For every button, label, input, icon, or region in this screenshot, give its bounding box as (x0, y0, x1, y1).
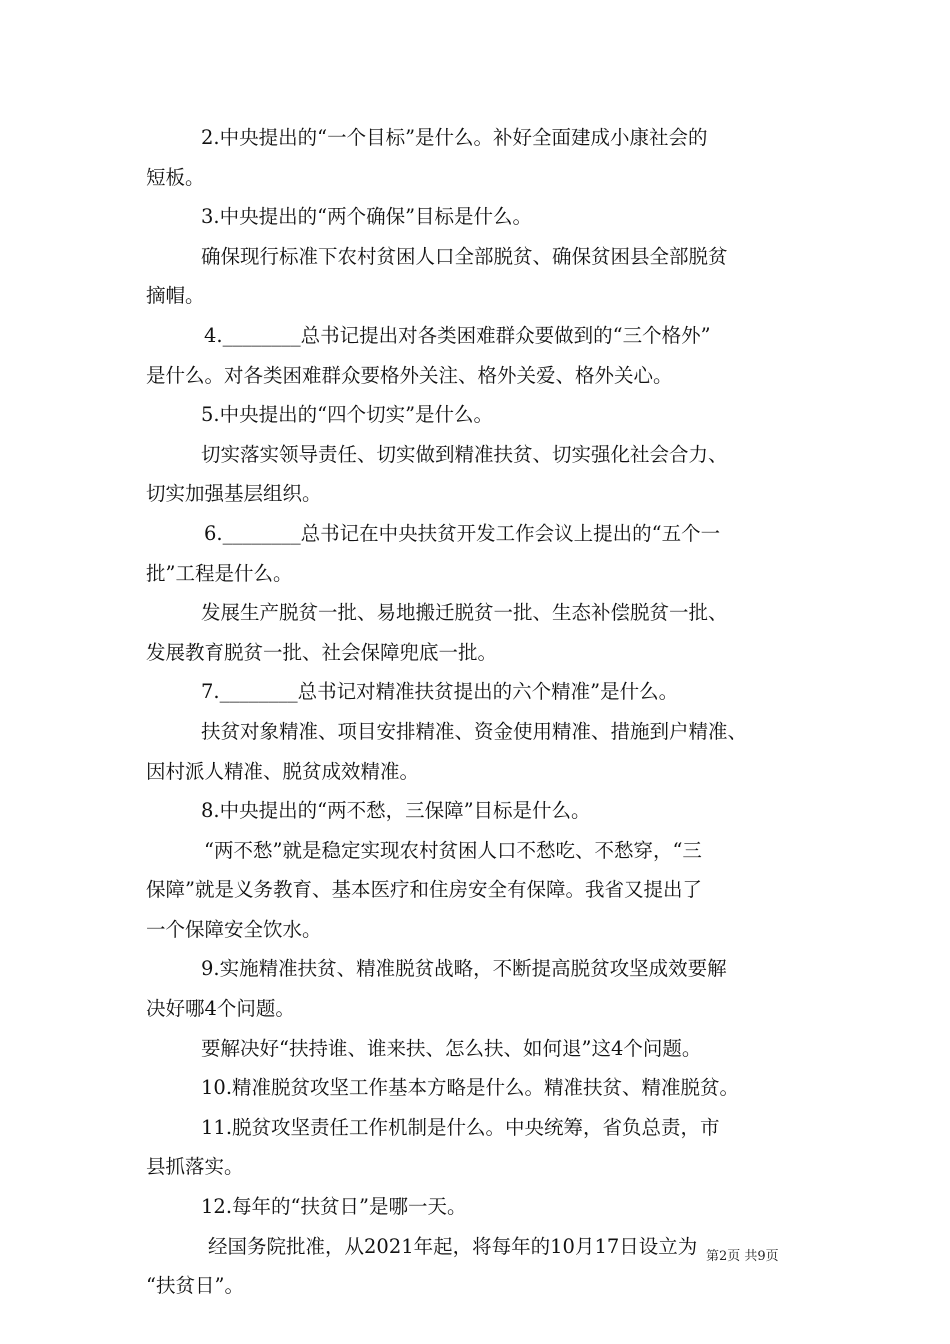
paragraph-line: 一个保障安全饮水。 (146, 917, 322, 941)
page-number: 第2页 共9页 (706, 1249, 779, 1264)
paragraph-line: 要解决好“扶持谁、谁来扶、怎么扶、如何退”这4个问题。 (201, 1036, 702, 1060)
paragraph-line: 10.精准脱贫攻坚工作基本方略是什么。精准扶贫、精准脱贫。 (201, 1076, 740, 1100)
paragraph-line: 批”工程是什么。 (146, 561, 293, 585)
paragraph-line: “两不愁”就是稳定实现农村贫困人口不愁吃、不愁穿，“三 (204, 838, 702, 862)
paragraph-line: 2.中央提出的“一个目标”是什么。补好全面建成小康社会的 (201, 126, 708, 149)
paragraph-line: 县抓落实。 (146, 1155, 244, 1179)
paragraph-line: 确保现行标准下农村贫困人口全部脱贫、确保贫困县全部脱贫 (201, 244, 728, 268)
paragraph-line: 因村派人精准、脱贫成效精准。 (146, 759, 420, 783)
paragraph-line: 9.实施精准扶贫、精准脱贫战略，不断提高脱贫攻坚成效要解 (201, 957, 727, 981)
paragraph-line: 扶贫对象精准、项目安排精准、资金使用精准、措施到户精准、 (201, 719, 748, 743)
paragraph-line: 是什么。对各类困难群众要格外关注、格外关爱、格外关心。 (146, 363, 673, 387)
paragraph-line: 5.中央提出的“四个切实”是什么。 (201, 403, 494, 427)
paragraph-line: “扶贫日”。 (146, 1274, 244, 1298)
paragraph-line: 11.脱贫攻坚责任工作机制是什么。中央统筹，省负总责，市 (201, 1115, 720, 1139)
paragraph-line: 4.________总书记提出对各类困难群众要做到的“三个格外” (204, 323, 711, 347)
paragraph-line: 切实落实领导责任、切实做到精准扶贫、切实强化社会合力、 (201, 442, 728, 466)
paragraph-line: 12.每年的“扶贫日”是哪一天。 (201, 1195, 467, 1219)
paragraph-line: 发展教育脱贫一批、社会保障兜底一批。 (146, 640, 498, 664)
paragraph-line: 经国务院批准，从2021年起，将每年的10月17日设立为 (208, 1234, 698, 1258)
paragraph-line: 发展生产脱贫一批、易地搬迁脱贫一批、生态补偿脱贫一批、 (201, 601, 728, 625)
paragraph-line: 保障”就是义务教育、基本医疗和住房安全有保障。我省又提出了 (146, 878, 702, 902)
paragraph-line: 3.中央提出的“两个确保”目标是什么。 (201, 205, 533, 229)
paragraph-line: 6.________总书记在中央扶贫开发工作会议上提出的“五个一 (204, 521, 721, 545)
document-body (146, 118, 810, 1306)
paragraph-line: 决好哪4个问题。 (146, 997, 295, 1021)
paragraph-line: 8.中央提出的“两不愁，三保障”目标是什么。 (201, 799, 591, 823)
paragraph-line: 7.________总书记对精准扶贫提出的六个精准”是什么。 (201, 680, 679, 704)
paragraph-line: 短板。 (146, 165, 205, 189)
paragraph-line: 切实加强基层组织。 (146, 482, 322, 506)
paragraph-line: 摘帽。 (146, 284, 205, 308)
